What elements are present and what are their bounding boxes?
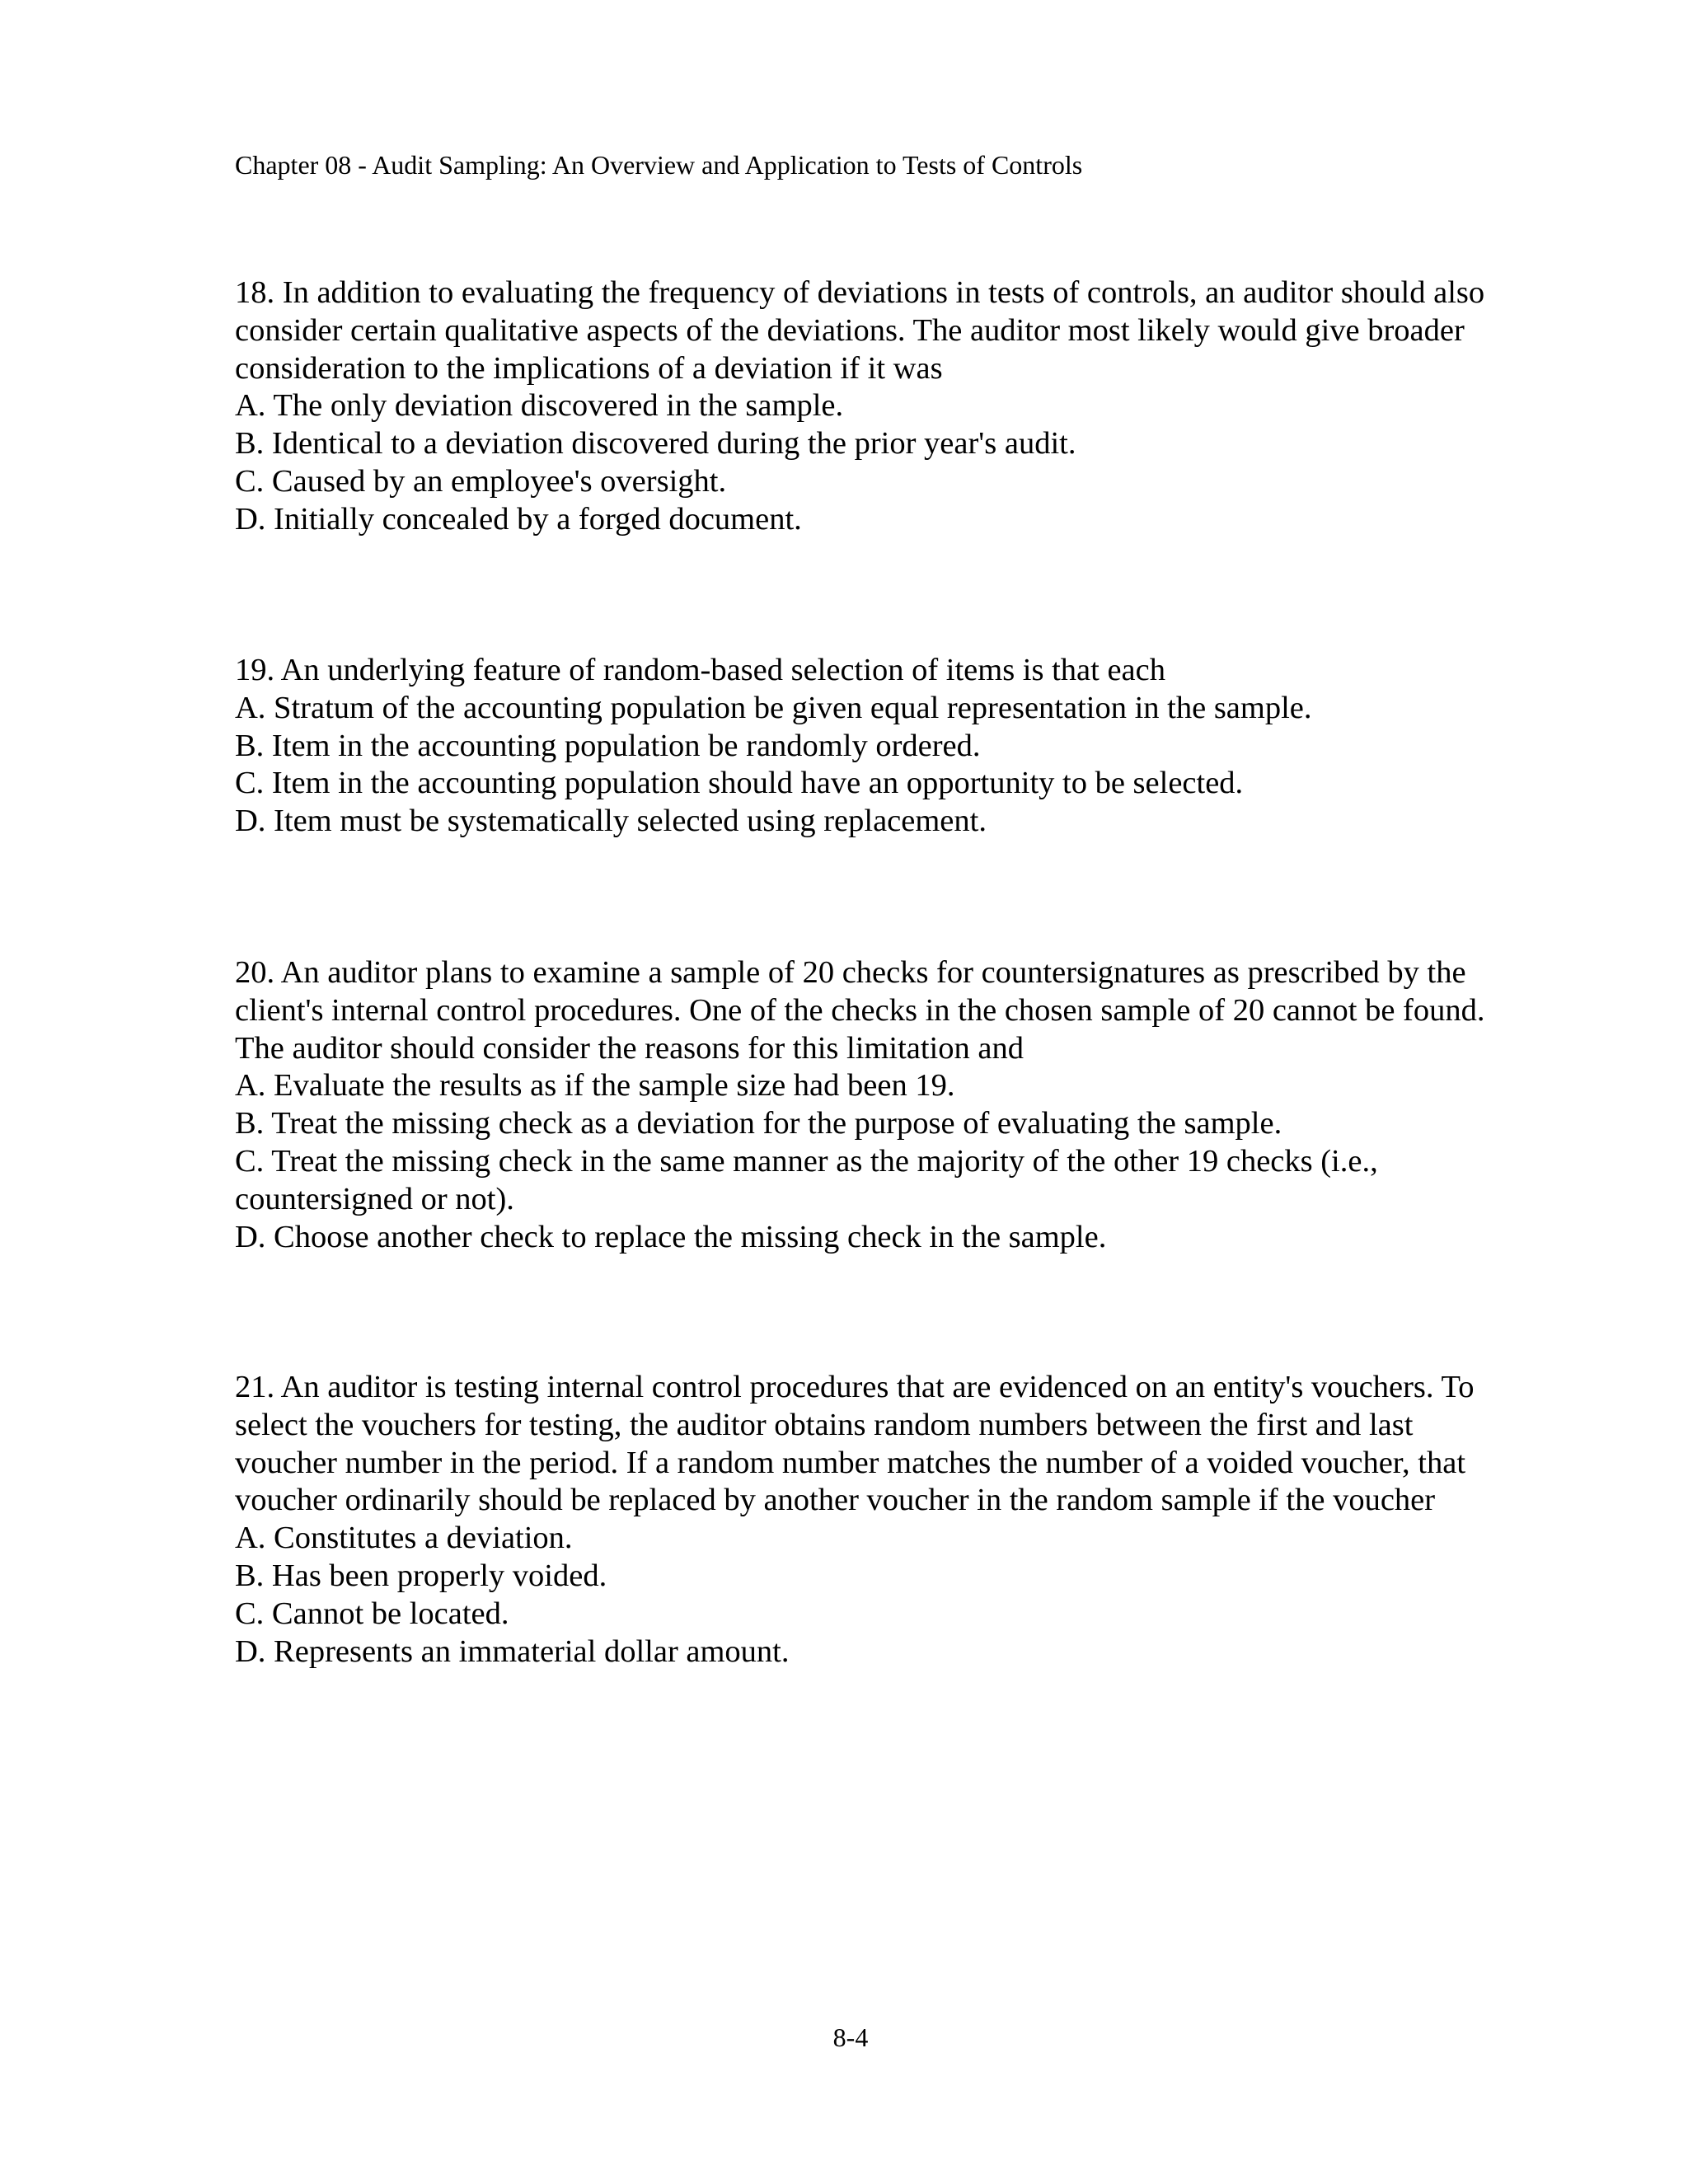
question-stem: 20. An auditor plans to examine a sample of 20 checks for countersignatures as prescribed by the client's internal control procedures. One of the checks in the chosen sample of 20 cannot be found. The auditor should consider the reasons for this limitation and — [235, 955, 1485, 1066]
answer-option-d: D. Initially concealed by a forged document. — [235, 501, 802, 537]
question-20 — [235, 954, 1496, 1256]
question-stem: 19. An underlying feature of random-based selection of items is that each — [235, 653, 1165, 687]
answer-option-b: B. Identical to a deviation discovered during the prior year's audit. — [235, 426, 1076, 462]
answer-option-c: C. Treat the missing check in the same manner as the majority of the other 19 checks (i.e., countersigned or not). — [235, 1143, 1378, 1216]
answer-option-b: B. Has been properly voided. — [235, 1558, 607, 1593]
question-19 — [235, 652, 1496, 841]
question-21 — [235, 1369, 1496, 1671]
answer-option-a: A. The only deviation discovered in the sample. — [235, 388, 844, 424]
answer-option-a: A. Stratum of the accounting population be given equal representation in the sample. — [235, 690, 1312, 725]
answer-option-a: A. Constitutes a deviation. — [235, 1521, 573, 1556]
answer-option-c: C. Item in the accounting population should have an opportunity to be selected. — [235, 766, 1244, 801]
answer-option-d: D. Item must be systematically selected using replacement. — [235, 804, 987, 839]
answer-option-c: C. Caused by an employee's oversight. — [235, 463, 727, 499]
answer-option-d: D. Choose another check to replace the missing check in the sample. — [235, 1219, 1107, 1254]
page-number: 8-4 — [832, 2022, 869, 2052]
question-stem: 21. An auditor is testing internal control procedures that are evidenced on an entity's vouchers. To select the vouchers for testing, the auditor obtains random numbers between the first and last voucher number in the period. If a random number matches the number of a voided voucher, that voucher ordinarily should be replaced by another voucher in the random sample if the voucher — [235, 1370, 1475, 1518]
answer-option-b: B. Item in the accounting population be randomly ordered. — [235, 728, 981, 763]
answer-option-b: B. Treat the missing check as a deviation for the purpose of evaluating the sample. — [235, 1106, 1282, 1141]
answer-option-d: D. Represents an immaterial dollar amount. — [235, 1633, 790, 1669]
question-18 — [235, 274, 1496, 539]
question-stem: 18. In addition to evaluating the frequency of deviations in tests of controls, an auditor should also consider certain qualitative aspects of the deviations. The auditor most likely would give broader consideration to the implications of a deviation if it was — [235, 275, 1485, 386]
answer-option-c: C. Cannot be located. — [235, 1596, 509, 1631]
answer-option-a: A. Evaluate the results as if the sample size had been 19. — [235, 1068, 955, 1104]
page-header: Chapter 08 - Audit Sampling: An Overview and Application to Tests of Controls — [235, 150, 1083, 180]
